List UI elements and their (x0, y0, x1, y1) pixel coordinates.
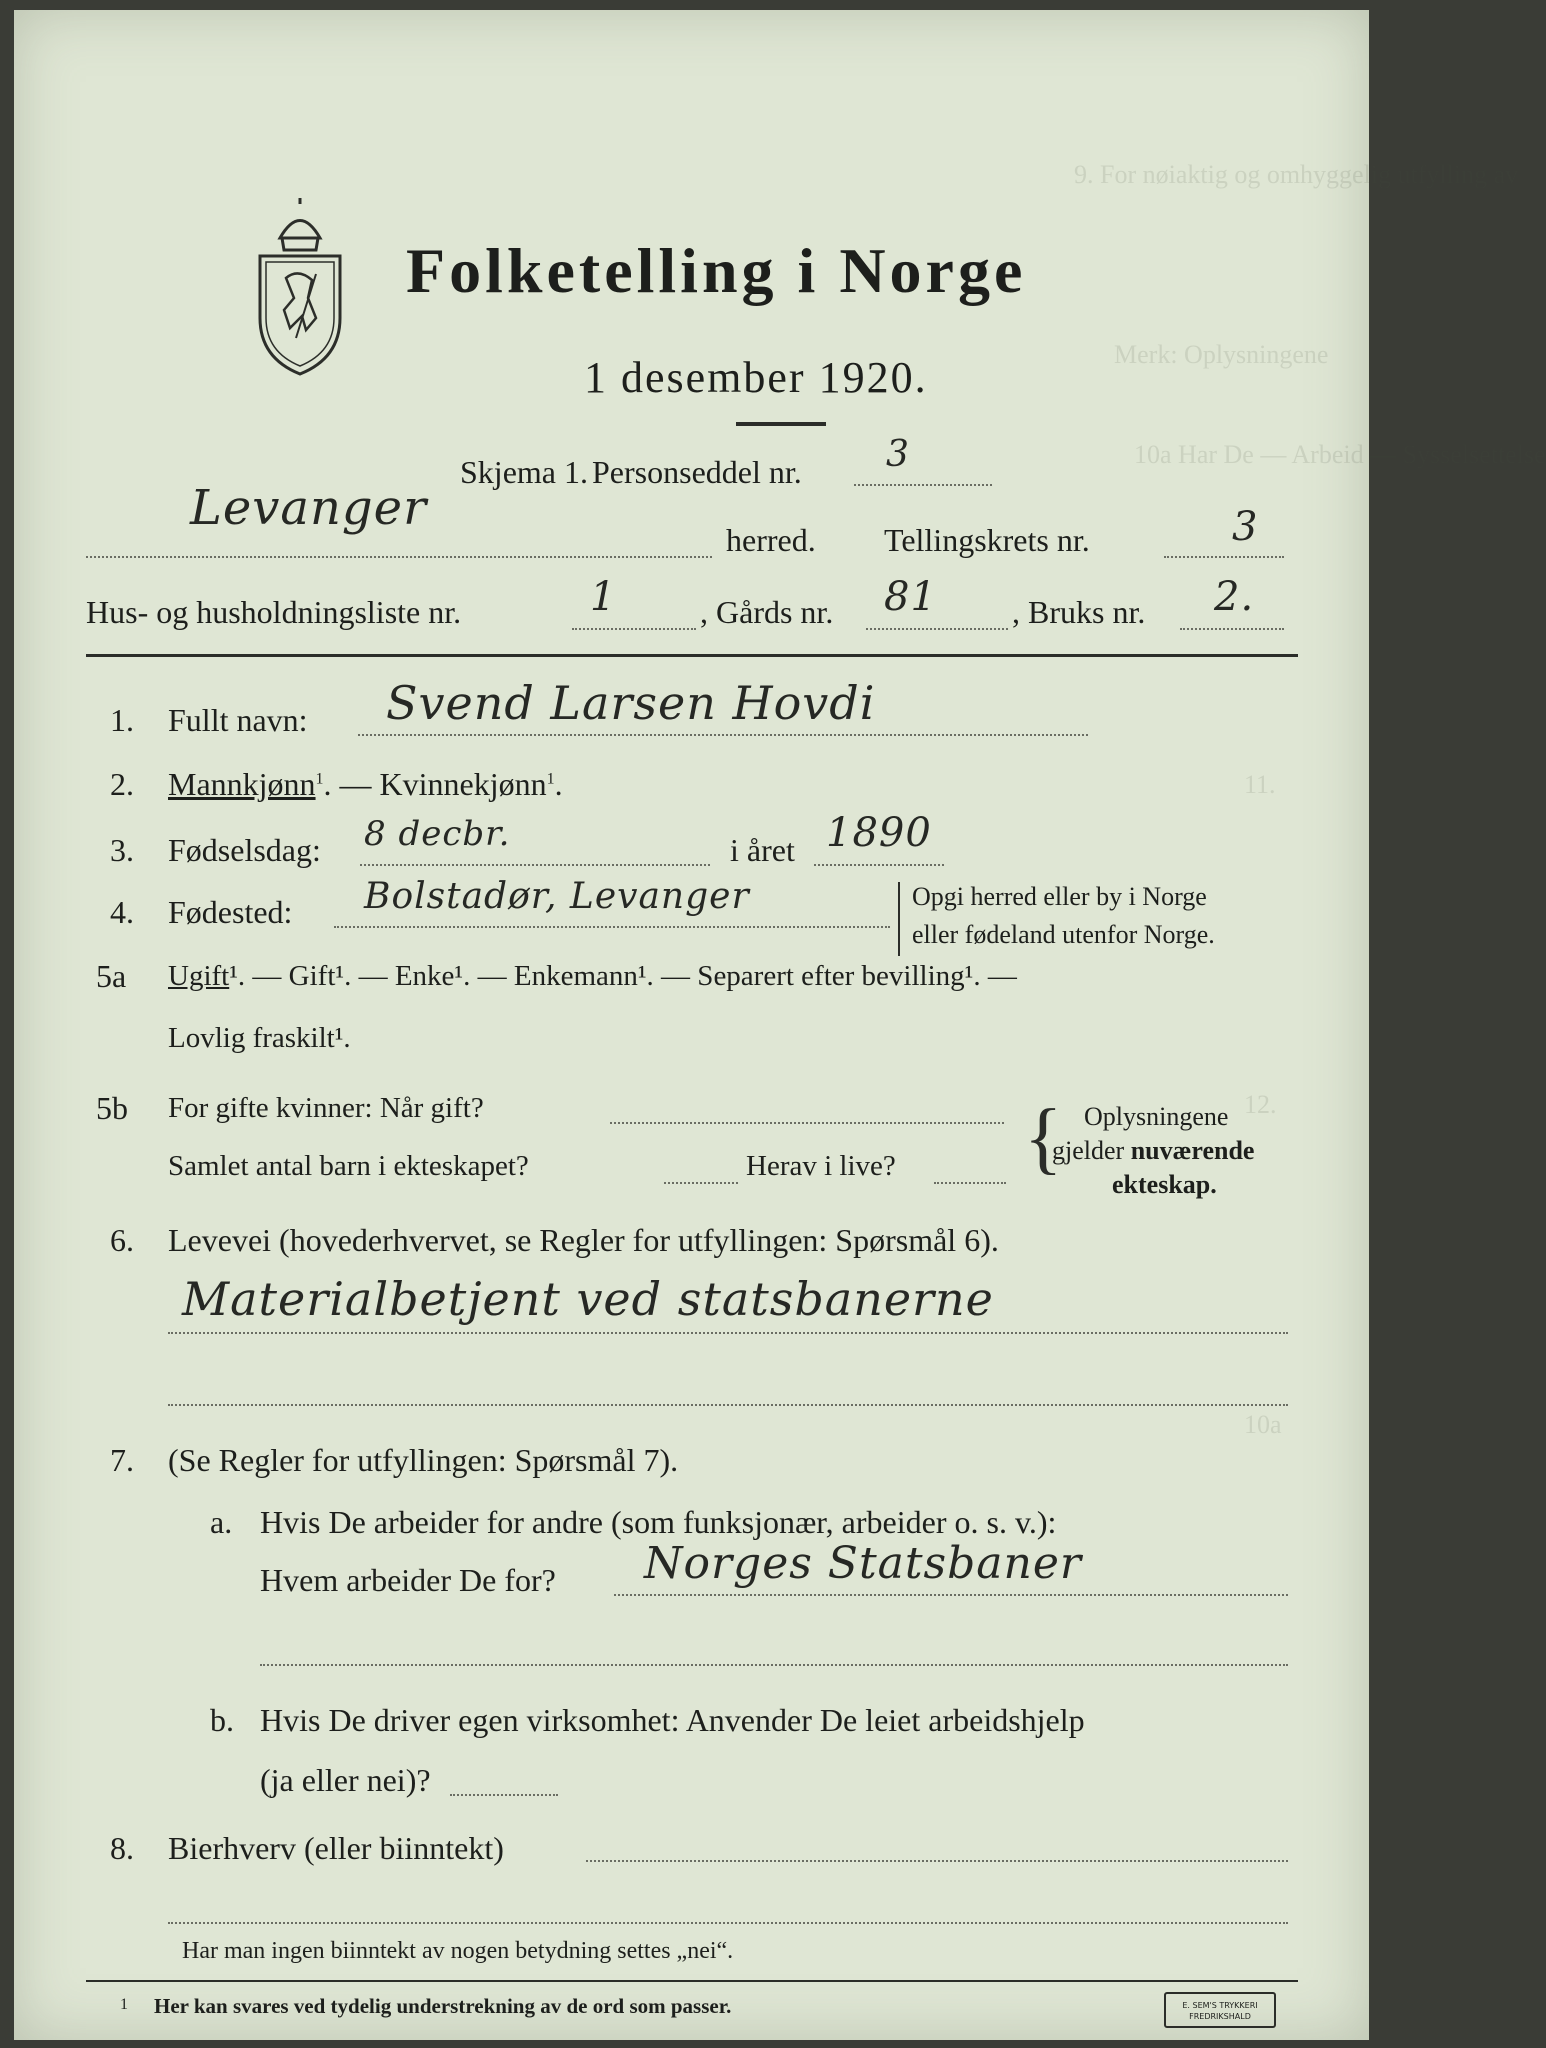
bruks-value[interactable]: 2. (1214, 574, 1255, 620)
marriage-note-brace: { (1024, 1094, 1063, 1182)
personseddel-line (854, 484, 992, 486)
herred-label: herred. (726, 522, 816, 558)
skjema-label: Skjema 1. (460, 454, 588, 490)
sex-male-option[interactable]: Mannkjønn (168, 766, 316, 802)
husliste-line (572, 628, 696, 630)
occupation-line-1 (168, 1332, 1288, 1334)
q7-label: (Se Regler for utfyllingen: Spørsmål 7). (168, 1442, 679, 1478)
marital-status-options: Ugift¹. — Gift¹. — Enke¹. — Enkemann¹. — Separert efter bevilling¹. — (168, 960, 1017, 992)
birth-year-label: i året (730, 832, 795, 868)
form-date: 1 desember 1920. (584, 353, 928, 402)
side-income-note: Har man ingen biinntekt av nogen betydning settes „nei“. (182, 1938, 734, 1964)
occupation-value[interactable]: Materialbetjent ved statsbanerne (182, 1272, 994, 1326)
birthplace-value[interactable]: Bolstadør, Levanger (364, 876, 750, 917)
q2-number: 2. (110, 766, 134, 802)
employer-line (614, 1594, 1288, 1596)
birth-year-value[interactable]: 1890 (826, 810, 932, 856)
gards-line (866, 628, 1008, 630)
married-when-line (610, 1122, 1004, 1124)
gards-value[interactable]: 81 (884, 574, 937, 620)
q7b-label: Hvis De driver egen virksomhet: Anvender De leiet arbeidshjelp (260, 1702, 1085, 1738)
q5b-number: 5b (96, 1090, 128, 1126)
full-name-label: Fullt navn: (168, 702, 308, 738)
children-total-line (664, 1182, 738, 1184)
employer-line-2 (260, 1664, 1288, 1666)
marital-ugift-option[interactable]: Ugift (168, 960, 230, 992)
marital-fraskilt-option[interactable]: Lovlig fraskilt¹. (168, 1022, 351, 1054)
q7a-label: Hvis De arbeider for andre (som funksjonær, arbeider o. s. v.): (260, 1504, 1057, 1540)
full-name-value[interactable]: Svend Larsen Hovdi (386, 676, 876, 730)
birthday-value[interactable]: 8 decbr. (364, 814, 511, 854)
birthday-label: Fødselsdag: (168, 832, 321, 868)
q6-number: 6. (110, 1222, 134, 1258)
employer-value[interactable]: Norges Statsbaner (644, 1538, 1082, 1589)
coat-of-arms-icon (250, 198, 350, 378)
title-divider (736, 422, 826, 426)
form-title: Folketelling i Norge (406, 235, 1027, 306)
sex-options: Mannkjønn$^1$. — Kvinnekjønn$^1$. (168, 766, 563, 802)
footnote-mark: 1 (120, 1996, 128, 2013)
children-total-label: Samlet antal barn i ekteskapet? (168, 1150, 529, 1182)
side-income-line (586, 1860, 1288, 1862)
birthplace-note-1: Opgi herred eller by i Norge (912, 882, 1207, 911)
marriage-note-3: ekteskap. (1112, 1170, 1217, 1199)
municipality-value[interactable]: Levanger (190, 480, 428, 536)
birthplace-note-2: eller fødeland utenfor Norge. (912, 920, 1215, 949)
q1-number: 1. (110, 702, 134, 738)
employer-label: Hvem arbeider De for? (260, 1562, 556, 1598)
occupation-label: Levevei (hovederhvervet, se Regler for utfyllingen: Spørsmål 6). (168, 1222, 999, 1258)
gards-label: , Gårds nr. (700, 594, 834, 630)
hired-help-line (450, 1794, 558, 1796)
bruks-line (1180, 628, 1284, 630)
q8-number: 8. (110, 1830, 134, 1866)
birthplace-note-bracket (898, 882, 900, 956)
personseddel-label: Personseddel nr. (592, 454, 802, 490)
married-when-label: For gifte kvinner: Når gift? (168, 1092, 484, 1124)
birthday-line (360, 864, 710, 866)
header-divider (86, 654, 1298, 657)
q7b-letter: b. (210, 1702, 234, 1738)
children-alive-label: Herav i live? (746, 1150, 896, 1182)
marriage-note-2: gjelder nuværende (1052, 1136, 1255, 1165)
side-income-line-2 (168, 1922, 1288, 1924)
q7-number: 7. (110, 1442, 134, 1478)
hired-help-label: (ja eller nei)? (260, 1762, 431, 1798)
q5a-number: 5a (96, 958, 127, 994)
tellingskrets-label: Tellingskrets nr. (884, 522, 1090, 558)
occupation-line-2 (168, 1404, 1288, 1406)
birth-year-line (814, 864, 944, 866)
footer-divider (86, 1980, 1298, 1982)
husliste-value[interactable]: 1 (590, 574, 617, 620)
footnote-text: Her kan svares ved tydelig understrekning av de ord som passer. (154, 1994, 732, 2018)
sex-female-option[interactable]: Kvinnekjønn (379, 766, 547, 802)
q4-number: 4. (110, 894, 134, 930)
tellingskrets-line (1164, 556, 1284, 558)
tellingskrets-value[interactable]: 3 (1232, 504, 1259, 550)
printer-stamp: E. SEM'S TRYKKERI FREDRIKSHALD (1164, 1992, 1276, 2028)
q7a-letter: a. (210, 1504, 233, 1540)
birthplace-line (334, 926, 890, 928)
husliste-label: Hus- og husholdningsliste nr. (86, 594, 462, 630)
side-income-label: Bierhverv (eller biinntekt) (168, 1830, 504, 1866)
marriage-note-1: Oplysningene (1084, 1102, 1229, 1131)
bruks-label: , Bruks nr. (1012, 594, 1146, 630)
census-form-page: 9. For nøiaktig og omhyggelig utfylling av Merk: Oplysningene 10a Har De — Arbeid — Sysselsettelse 11. 12. 10a Folketelling i Norge 1 desember 1920. Skjema 1. Personseddel nr. 3 Levanger herred. Tellingskrets nr. 3 Hus- og husholdningsliste nr. 1 , Gårds nr. 81 , Bruks nr. 2. 1. Fullt navn: Svend Larsen Hovdi 2. Mannkjønn$^1$. — Kvinnekjønn$^1$. 3. Fødselsdag: 8 decbr. i året 1890 4. Fødested: Bolstadør, Levanger Opgi herred eller by i Norge eller fødeland utenfor Norge. 5a Ugift¹. — Gift¹. — Enke¹. — Enkemann¹. — Separert efter bevilling¹. — Lovlig fraskilt¹. 5b For gifte kvinner: Når gift? Samlet antal barn i ekteskapet? Herav i live? { Oplysningene gjelder nuværende ekteskap. 6. Levevei (hovederhvervet, se Regler for utfyllingen: Spørsmål 6). Materialbetjent ved statsbanerne 7. (Se Regler for utfyllingen: Spørsmål 7). a. Hvis De arbeider for andre (som funksjonær, arbeider o. s. v.): Hvem arbeider De for? Norges Statsbaner b. Hvis De driver egen virksomhet: Anvender De leiet arbeidshjelp (ja eller nei)? 8. Bierhverv (eller biinntekt) Har man ingen biinntekt av nogen betydning settes „nei“. 1 Her kan svares ved tydelig understrekning av de ord som passer. E. SEM'S TRYKKERI FREDRIKSHALD (14, 10, 1369, 2040)
municipality-line (86, 556, 712, 558)
birthplace-label: Fødested: (168, 894, 293, 930)
personseddel-value[interactable]: 3 (886, 434, 910, 475)
children-alive-line (934, 1182, 1006, 1184)
full-name-line (358, 734, 1088, 736)
q3-number: 3. (110, 832, 134, 868)
